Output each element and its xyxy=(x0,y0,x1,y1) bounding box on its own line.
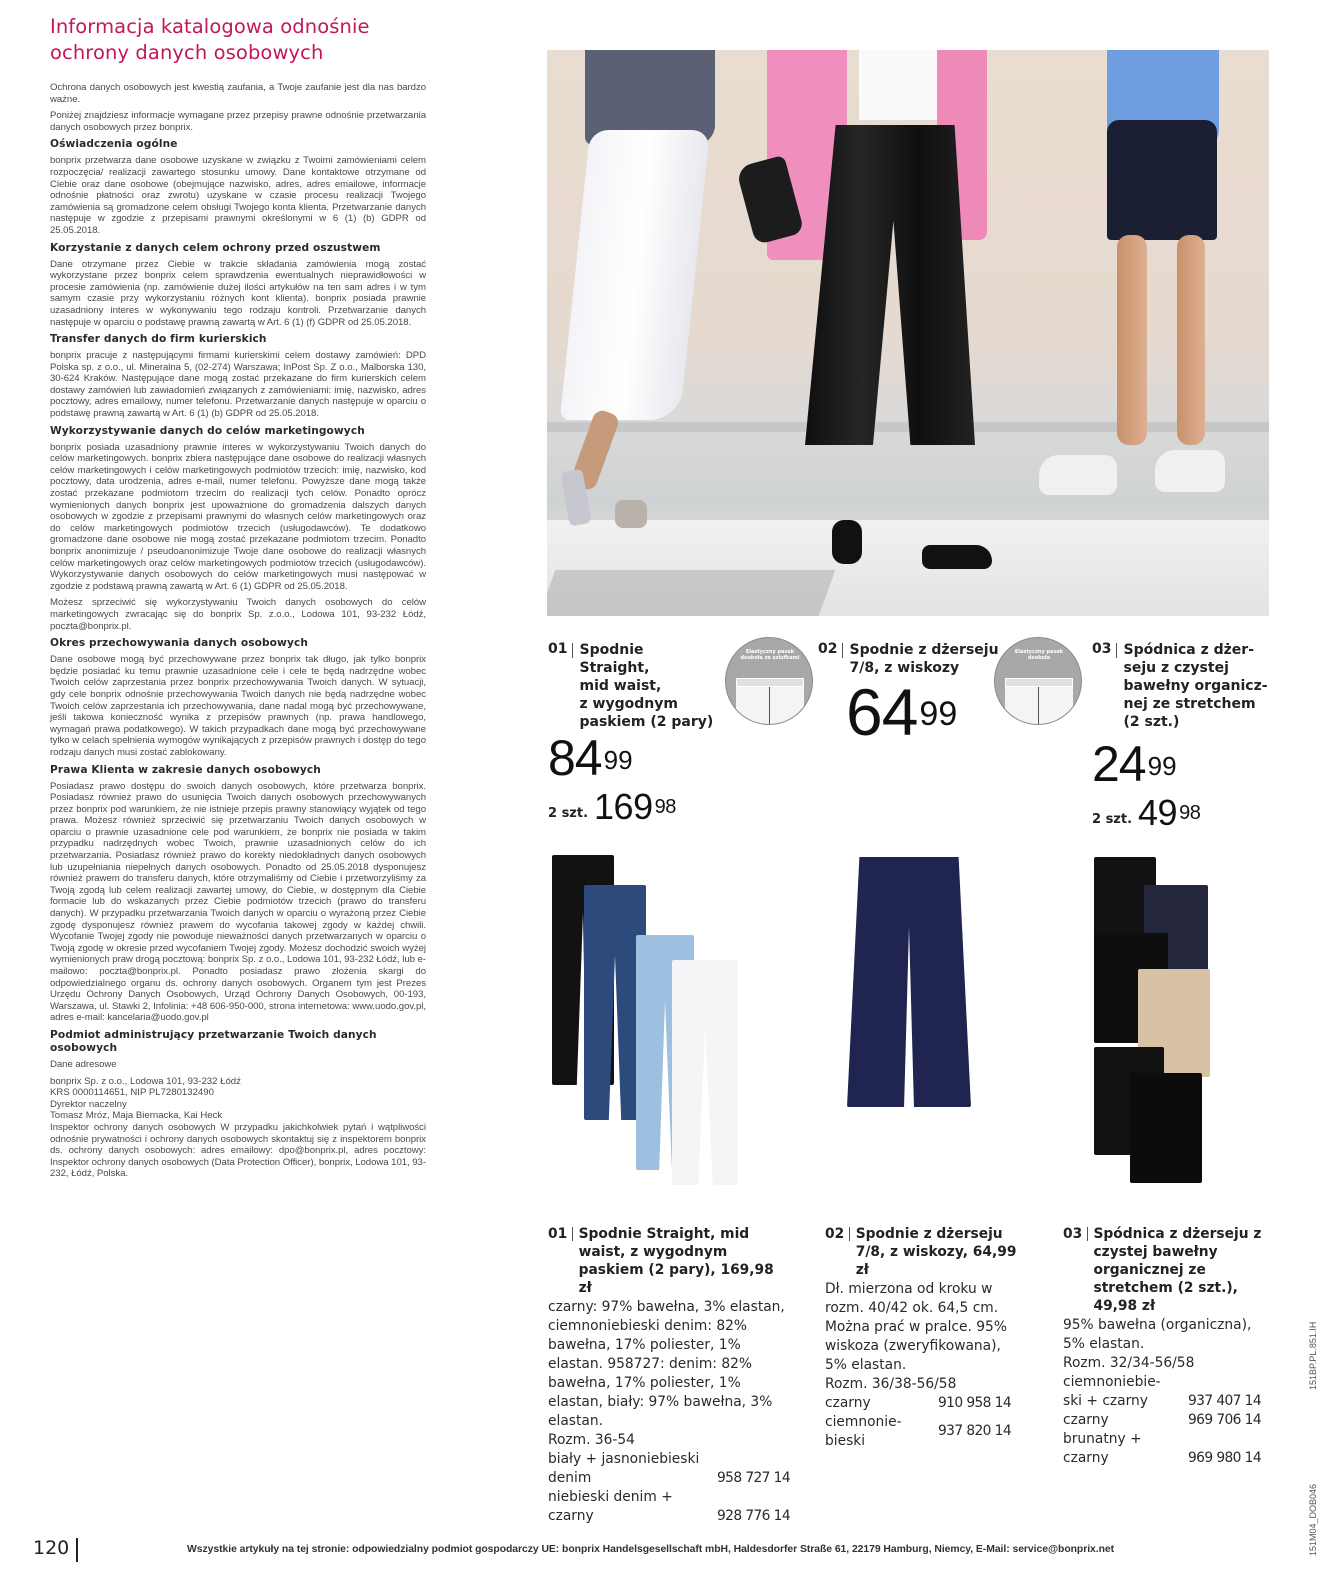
address-line: KRS 0000114651, NIP PL7280132490 xyxy=(50,1087,214,1099)
multi-price-main: 169 xyxy=(594,786,653,827)
product-number: 03 xyxy=(1063,1226,1083,1242)
variant-sku: 937 407 14 xyxy=(1188,1393,1261,1409)
product-number: 01 xyxy=(548,641,568,657)
model-2-shoe xyxy=(922,545,992,569)
product-number: 01 xyxy=(548,1226,568,1242)
address-block xyxy=(50,1076,426,1180)
headline-line: paskiem (2 pary) xyxy=(579,714,714,730)
detail-heading xyxy=(1063,1225,1273,1315)
section-heading-administrator: Podmiot administrujący przetwarzanie Twoich danych osobowych xyxy=(50,1028,377,1054)
product-03-details xyxy=(1063,1225,1273,1468)
multi-price xyxy=(548,786,718,827)
detail-heading xyxy=(825,1225,1025,1279)
privacy-info-column xyxy=(50,14,426,1180)
section-paragraph: bonprix pracuje z następującymi firmami kurierskimi celem dostawy zamówień: DPD Polska sp. z o.o., ul. Mineralna 5, (02-274) Warszawa; InPost Sp. Z o.o., Malborska 130, 30-624 Kraków. Następujące dane mogą zostać przekazane do firm kurierskich celem dostawy zamówień lub zawiadomień związanych z zamówieniami: imię, nazwisko, adres pocztowy, adres emailowy, numer telefonu. Przetwarzanie danych następuje w oparciu o podstawę prawną zawartą w Art. 6 (1) (b) GDPR od 25.05.2018. xyxy=(50,350,426,420)
headline-line: bawełny organicz- xyxy=(1123,678,1268,694)
model-3-leg xyxy=(1177,235,1205,445)
variant-row xyxy=(825,1413,1011,1451)
product-02-details xyxy=(825,1225,1025,1451)
variant-sku: 969 706 14 xyxy=(1188,1412,1261,1428)
price-cents: 99 xyxy=(1147,751,1177,781)
section-heading-couriers: Transfer danych do firm kurierskich xyxy=(50,333,267,346)
product-name xyxy=(849,641,998,677)
material-description: czarny: 97% bawełna, 3% elastan, ciemnoniebieski denim: 82% bawełna, 17% poliester, 1% elastan. 958727: denim: 82% bawełna, 17% poliester, 1% elastan, biały: 97% bawełna, 3% elastan. xyxy=(548,1299,785,1429)
variant-sku: 969 980 14 xyxy=(1188,1450,1261,1466)
page-title xyxy=(50,14,426,66)
model-2-shoe xyxy=(832,520,862,564)
product-number: 02 xyxy=(825,1226,845,1242)
price-main: 64 xyxy=(846,675,918,749)
product-01-header xyxy=(548,641,718,825)
variant-color: biały + jasnoniebieski xyxy=(548,1451,700,1467)
white-pants-image xyxy=(672,960,738,1185)
model-1-sandal xyxy=(615,500,647,528)
model-3-sneaker xyxy=(1039,455,1117,495)
variant-color: brunatny + xyxy=(1063,1431,1142,1447)
page-title-line-2: ochrony danych osobowych xyxy=(50,41,324,64)
elastic-waistband-badge-icon xyxy=(725,637,813,725)
price-main: 84 xyxy=(548,730,602,786)
size-range: Rozm. 32/34-56/58 xyxy=(1063,1355,1195,1371)
page-number: 120 xyxy=(33,1537,70,1559)
variant-row xyxy=(548,1488,790,1526)
product-03-headline xyxy=(1092,641,1282,731)
product-02-image xyxy=(843,857,973,1107)
detail-title: Spodnie z dżerseju 7/8, z wiskozy, 64,99 zł xyxy=(855,1226,1017,1278)
size-range: Rozm. 36/38-56/58 xyxy=(825,1376,957,1392)
material-description: Dł. mierzona od kroku w rozm. 40/42 ok. 64,5 cm. Można prać w pralce. 95% wiskoza (zweryfikowana), 5% elastan. xyxy=(825,1281,1007,1373)
intro-paragraph: Poniżej znajdziesz informacje wymagane przez przepisy prawne odnośnie przetwarzania danych osobowych przez bonprix. xyxy=(50,110,426,133)
multi-price-label: 2 szt. xyxy=(548,806,589,821)
price xyxy=(1092,736,1177,792)
pants-drawing-icon xyxy=(736,687,804,725)
variant-sku-row xyxy=(548,1507,790,1526)
price-cents: 99 xyxy=(603,745,633,775)
price-main: 24 xyxy=(1092,736,1146,792)
shadow xyxy=(547,570,835,616)
variant-color: czarny xyxy=(1063,1450,1109,1466)
multi-price-value xyxy=(594,786,676,827)
headline-line: nej ze stretchem xyxy=(1123,696,1256,712)
multi-price-label: 2 szt. xyxy=(1092,812,1133,827)
size-range: Rozm. 36-54 xyxy=(548,1432,635,1448)
multi-price xyxy=(1092,792,1282,833)
price xyxy=(846,675,958,749)
section-heading-general: Oświadczenia ogólne xyxy=(50,138,178,151)
catalog-code: 151M04_DOB046 xyxy=(1308,1483,1318,1556)
elastic-waistband-badge-icon xyxy=(994,637,1082,725)
multi-price-cents: 98 xyxy=(1179,802,1201,824)
headline-line: (2 szt.) xyxy=(1123,714,1180,730)
product-02-header xyxy=(818,641,1003,749)
headline-line: z wygodnym xyxy=(579,696,678,712)
footer-legal-text: Wszystkie artykuły na tej stronie: odpowiedzialny podmiot gospodarczy UE: bonprix Handelsgesellschaft mbH, Haldesdorfer Straße 61, 22179 Hamburg, Niemcy, E-Mail: service@bonprix.net xyxy=(187,1544,1115,1555)
black-skirt-image xyxy=(1130,1073,1202,1183)
address-line: bonprix Sp. z o.o., Lodowa 101, 93-232 Łódź xyxy=(50,1075,241,1087)
divider xyxy=(842,643,843,658)
multi-price-value xyxy=(1138,792,1201,833)
headline-line: 7/8, z wiskozy xyxy=(849,660,960,676)
variant-color: niebieski denim + xyxy=(548,1489,673,1505)
section-heading-fraud: Korzystanie z danych celem ochrony przed oszustwem xyxy=(50,241,381,254)
pants-drawing-icon xyxy=(1005,687,1073,725)
address-line: Tomasz Mróz, Maja Biernacka, Kai Heck xyxy=(50,1110,223,1122)
detail-title: Spódnica z dżerseju z czystej bawełny organicznej ze stretchem (2 szt.), 49,98 zł xyxy=(1093,1226,1262,1314)
variant-color: czarny xyxy=(1063,1412,1109,1428)
product-01-headline xyxy=(548,641,718,731)
variant-sku: 928 776 14 xyxy=(717,1508,790,1524)
multi-price-main: 49 xyxy=(1138,792,1178,833)
detail-heading xyxy=(548,1225,790,1297)
multi-price-cents: 98 xyxy=(654,796,676,818)
variant-row xyxy=(1063,1411,1261,1430)
wall-ledge xyxy=(547,422,1269,432)
product-number: 02 xyxy=(818,641,838,657)
section-paragraph: Posiadasz prawo dostępu do swoich danych osobowych, które przetwarza bonprix. Posiadasz również prawo do usunięcia Twoich danych osobowych przechowywanych przez bonprix pod warunkiem, że nie istnieje przepis prawny stanowiący wyjątek od tego prawa. Możesz również sprzeciwić się przetwarzaniu Twoich danych osobowych w oparciu o prawnie uzasadnione cele pod warunkiem, że bonprix nie posiada w takim przypadku nadrzędnych wobec Twoich, prawnie uzasadnionych celów do ich przetwarzania. Posiadasz również prawo do korekty niedokładnych danych osobowych lub uzupełniania niepełnych danych osobowych. Ponadto od 25.05.2018 dysponujesz również prawem do transferu danych, które otrzymaliśmy od Ciebie i przetworzyliśmy za Twoją zgodą lub celem realizacji zawartej umowy, do Ciebie, w dostępnym dla Ciebie formacie lub do wskazanych przez Ciebie podmiotów trzecich (prawo do transferu danych). W przypadku przetwarzania Twoich danych w oparciu o wyrażoną przez Ciebie zgodę dysponujesz również prawem do wycofania takowej zgody w każdej chwili. Wycofanie Twojej zgody nie powoduje nieważności danych przetwarzanych w oparciu o Twoją zgodę w okresie przed wycofaniem Twojej zgody. Możesz dochodzić swoich wyżej wymienionych praw drogą pocztową: bonprix Sp. z o.o., Lodowa 101, 93-232 Łódź, lub e-mailowo: poczta@bonprix.pl. Ponadto posiadasz prawo złożenia skargi do odpowiedzialnego organu ds. ochrony danych osobowych. Organem tym jest Prezes Urzędu Ochrony Danych Osobowych, Urząd Ochrony Danych Osobowych, 00-193, Warszawa, ul. Stawki 2, Infolinia: +48 606-950-000, strona internetowa: www.uodo.gov.pl, adres e-mail: kancelaria@uodo.gov.pl xyxy=(50,780,426,1024)
variant-color: ciemnonie- xyxy=(825,1414,902,1430)
divider xyxy=(849,1227,850,1241)
variant-color: czarny xyxy=(548,1508,594,1524)
product-01-details xyxy=(548,1225,790,1526)
section-paragraph: bonprix posiada uzasadniony prawnie interes w wykorzystywaniu Twoich danych do celów marketingowych. bonprix zbiera następujące dane osobowe do realizacji własnych celów marketingowych i celów marketingowych podmiotów trzecich: imię, nazwisko, kod pocztowy, data urodzenia, adres e-mail, numer telefonu. Powyższe dane mogą także zostać przekazane podmiotom trzecim do realizacji tych celów. Ponadto oprócz wymienionych danych bonprix jest upoważnione do gromadzenia dalszych danych osobowych w zgodzie z przepisami prawnymi do własnych celów marketingowych oraz do celów marketingowych podmiotów trzecich (usługodawców). Te dodatkowo gromadzone dane osobowe nie mogą zostać przekazane podmiotom trzecim. Ponadto bonprix anonimizuje / pseudoanonimizuje Twoje dane osobowe do realizacji własnych celów marketingowych oraz celów marketingowych podmiotów trzecich (usługodawców). Wykorzystywanie danych osobowych do celów marketingowych musi następować w zgodzie z podstawą prawną zawartą w Art. 6 (1) GDPR od 25.05.2018. xyxy=(50,441,426,592)
variant-color: denim xyxy=(548,1470,592,1486)
intro-paragraph: Ochrona danych osobowych jest kwestią zaufania, a Twoje zaufanie jest dla nas bardzo ważne. xyxy=(50,82,426,105)
section-paragraph: Dane otrzymane przez Ciebie w trakcie składania zamówienia mogą zostać wykorzystane przez bonprix celem sprawdzenia ewentualnych nieprawidłowości w procesie zamówienia (np. zamówienie dużej ilości artykułów na ten sam adres i w tym samym czasie przy wykorzystaniu różnych kont klienta). bonprix posiada prawnie uzasadniony interes w wykonywaniu tego rodzaju kontroli. Przetwarzanie danych następuje w oparciu o podstawę prawną zawartą w Art. 6 (1) (f) GDPR od 25.05.2018. xyxy=(50,258,426,328)
section-paragraph: Możesz sprzeciwić się wykorzystywaniu Twoich danych osobowych do celów marketingowych zwracając się do bonprix Sp. z.o.o., Lodowa 101, 93-232 Łódź, poczta@bonprix.pl. xyxy=(50,597,426,632)
badge-text: Elastyczny pasek dookoła ze szlufkami xyxy=(740,649,800,661)
catalog-code: 151BP.PL.851.IH xyxy=(1308,1321,1318,1390)
variant-color: bieski xyxy=(825,1433,866,1449)
variant-sku: 958 727 14 xyxy=(717,1470,790,1486)
variant-sku-row xyxy=(1063,1392,1261,1411)
hero-photo xyxy=(547,50,1269,616)
page-title-line-1: Informacja katalogowa odnośnie xyxy=(50,15,370,38)
address-line: Dyrektor naczelny xyxy=(50,1098,127,1110)
headline-line: Spódnica z dżer- xyxy=(1123,642,1255,658)
section-heading-retention: Okres przechowywania danych osobowych xyxy=(50,637,308,650)
headline-line: Spodnie Straight, xyxy=(579,642,650,676)
product-01-image xyxy=(548,855,788,1185)
badge-text: Elastyczny pasek dookoła xyxy=(1014,649,1064,661)
navy-jersey-pants-image xyxy=(847,857,971,1107)
page-number-divider xyxy=(76,1538,78,1562)
variant-row xyxy=(825,1394,1011,1413)
headline-line: Spodnie z dżerseju xyxy=(849,642,999,658)
waistband-drawing-icon xyxy=(736,678,804,687)
product-02-headline xyxy=(818,641,1003,677)
model-2-white-top xyxy=(859,50,939,120)
variant-sku-row xyxy=(1063,1449,1261,1468)
variant-sku: 910 958 14 xyxy=(938,1395,1011,1411)
variant-color: ciemnoniebie- xyxy=(1063,1374,1161,1390)
section-heading-client-rights: Prawa Klienta w zakresie danych osobowych xyxy=(50,763,321,776)
variant-sku-row xyxy=(548,1469,790,1488)
product-name xyxy=(1123,641,1267,731)
detail-title: Spodnie Straight, mid waist, z wygodnym paskiem (2 pary), 169,98 zł xyxy=(578,1226,774,1296)
product-03-image xyxy=(1090,855,1250,1185)
section-heading-marketing: Wykorzystywanie danych do celów marketingowych xyxy=(50,424,365,437)
variant-row xyxy=(1063,1373,1261,1411)
headline-line: mid waist, xyxy=(579,678,662,694)
variant-row xyxy=(1063,1430,1261,1468)
price xyxy=(548,730,633,786)
inspector-text: Inspektor ochrony danych osobowych W przypadku jakichkolwiek pytań i wątpliwości odnośnie prywatności i ochrony danych osobowych skontaktuj się z inspektorem bonprix ds. ochrony danych osobowych: adres emailowy: dpo@bonprix.pl, adres pocztowy: Inspektor ochrony danych osobowych (Data Protection Officer), bonprix, Lodowa 101, 93-232, Łódź, Polska. xyxy=(50,1121,426,1180)
divider xyxy=(1116,643,1117,658)
material-description: 95% bawełna (organiczna), 5% elastan. xyxy=(1063,1317,1252,1352)
product-number: 03 xyxy=(1092,641,1112,657)
product-03-header xyxy=(1092,641,1282,831)
section-paragraph: bonprix przetwarza dane osobowe uzyskane w związku z Twoimi zamówieniami celem rozpoczęcia/ realizacji zawartego stosunku umowy. Dane kontaktowe otrzymane od Ciebie oraz dane osobowe (obejmujące nazwisko, adres, adres emailowe, informacje odnośnie płatności oraz zwrotu) uzyskane w czasie procesu realizacji Twojego zamówienia są gromadzone celem obsługi Twojego konta klienta. Przetwarzanie danych następuje w zgodzie z przepisami prawnymi określonymi w 6 (1) (b) GDPR od 25.05.2018. xyxy=(50,155,426,236)
variant-color: ski + czarny xyxy=(1063,1393,1148,1409)
headline-line: seju z czystej xyxy=(1123,660,1229,676)
section-paragraph: Dane osobowe mogą być przechowywane przez bonprix tak długo, jak tylko bonprix będzie posiadać ku temu prawnie uzasadnione cele i cele te będą nadrzędne wobec Twoich celów zaprzestania przez bonprix przechowywania Twoich danych. W sytuacji, gdy cele bonprix odnośnie przechowywania Twoich danych nie będą nadrzędne wobec Twoich celów zaprzestania ich przechowywania, dane nadal mogą być przechowywane, jeśli takowa konieczność wynika z przepisów prawnych (np. prawa handlowego, wymagań prawa podatkowego). W takich przypadkach dane mogą być przechowywane tylko w celach spełnienia wymogów wynikających z przepisów prawnych i dostęp do tego rodzaju danych musi zostać zablokowany. xyxy=(50,654,426,758)
model-3-sneaker xyxy=(1155,450,1225,492)
waistband-drawing-icon xyxy=(1005,678,1073,687)
price-cents: 99 xyxy=(919,695,958,733)
variant-color: czarny xyxy=(825,1395,871,1411)
model-1-white-pants xyxy=(560,130,710,420)
variant-row xyxy=(548,1450,790,1488)
product-name xyxy=(579,641,718,731)
model-3-leg xyxy=(1117,235,1147,445)
section-paragraph: Dane adresowe xyxy=(50,1058,117,1070)
divider xyxy=(572,643,573,658)
model-3-navy-skirt xyxy=(1107,120,1217,240)
variant-sku: 937 820 14 xyxy=(938,1423,1011,1439)
